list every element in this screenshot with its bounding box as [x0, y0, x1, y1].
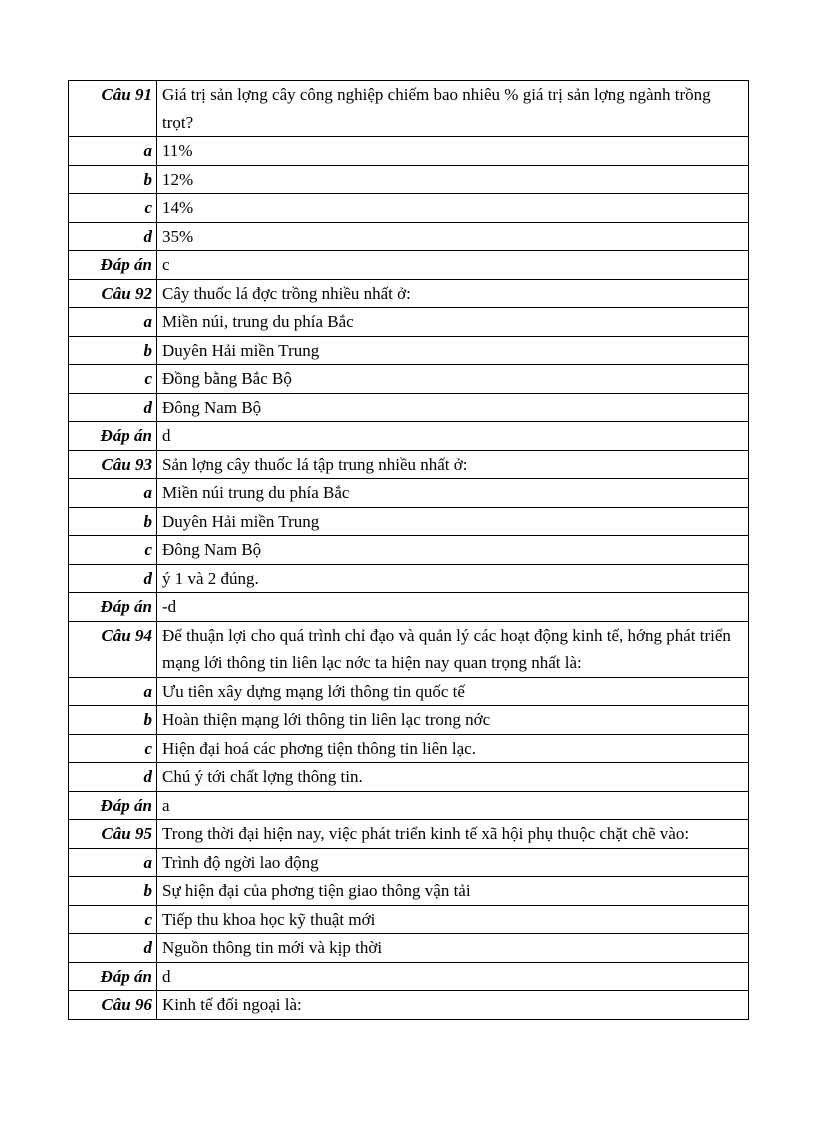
option-text: Hiện đại hoá các phơng tiện thông tin liên lạc. — [157, 734, 749, 763]
question-row — [69, 820, 749, 849]
answer-value: c — [157, 251, 749, 280]
option-label: c — [69, 734, 157, 763]
question-text: Giá trị sản lợng cây công nghiệp chiếm bao nhiêu % giá trị sản lợng ngành trồng trọt? — [157, 81, 749, 137]
option-label: c — [69, 365, 157, 394]
answer-row — [69, 422, 749, 451]
option-text: ý 1 và 2 đúng. — [157, 564, 749, 593]
option-row — [69, 507, 749, 536]
question-number: Câu 95 — [69, 820, 157, 849]
option-row — [69, 734, 749, 763]
option-label: a — [69, 308, 157, 337]
option-text: Ưu tiên xây dựng mạng lới thông tin quốc tế — [157, 677, 749, 706]
option-row — [69, 564, 749, 593]
option-text: Sự hiện đại của phơng tiện giao thông vận tải — [157, 877, 749, 906]
option-label: a — [69, 677, 157, 706]
answer-value: d — [157, 422, 749, 451]
option-label: a — [69, 848, 157, 877]
option-label: d — [69, 393, 157, 422]
option-label: b — [69, 877, 157, 906]
option-text: Miền núi, trung du phía Bắc — [157, 308, 749, 337]
option-row — [69, 848, 749, 877]
question-number: Câu 96 — [69, 991, 157, 1020]
option-label: c — [69, 536, 157, 565]
option-text: Duyên Hải miền Trung — [157, 336, 749, 365]
option-row — [69, 365, 749, 394]
option-label: b — [69, 706, 157, 735]
question-row — [69, 991, 749, 1020]
answer-row — [69, 791, 749, 820]
option-text: Trình độ ngời lao động — [157, 848, 749, 877]
answer-label: Đáp án — [69, 251, 157, 280]
option-row — [69, 165, 749, 194]
question-text: Cây thuốc lá đợc trồng nhiều nhất ở: — [157, 279, 749, 308]
question-text: Để thuận lợi cho quá trình chỉ đạo và quản lý các hoạt động kinh tế, hớng phát triển mạng lới thông tin liên lạc nớc ta hiện nay quan trọng nhất là: — [157, 621, 749, 677]
option-label: c — [69, 905, 157, 934]
question-text: Sản lợng cây thuốc lá tập trung nhiều nhất ở: — [157, 450, 749, 479]
option-text: 12% — [157, 165, 749, 194]
option-label: c — [69, 194, 157, 223]
answer-row — [69, 593, 749, 622]
question-number: Câu 94 — [69, 621, 157, 677]
option-row — [69, 336, 749, 365]
option-row — [69, 706, 749, 735]
question-text: Trong thời đại hiện nay, việc phát triển kinh tế xã hội phụ thuộc chặt chẽ vào: — [157, 820, 749, 849]
answer-row — [69, 251, 749, 280]
answer-label: Đáp án — [69, 962, 157, 991]
answer-row — [69, 962, 749, 991]
option-row — [69, 905, 749, 934]
answer-label: Đáp án — [69, 791, 157, 820]
option-label: b — [69, 165, 157, 194]
option-label: b — [69, 507, 157, 536]
option-row — [69, 536, 749, 565]
option-row — [69, 934, 749, 963]
option-label: d — [69, 564, 157, 593]
answer-value: d — [157, 962, 749, 991]
option-row — [69, 479, 749, 508]
option-text: Tiếp thu khoa học kỹ thuật mới — [157, 905, 749, 934]
option-row — [69, 877, 749, 906]
option-label: d — [69, 222, 157, 251]
question-text: Kinh tế đối ngoại là: — [157, 991, 749, 1020]
question-number: Câu 92 — [69, 279, 157, 308]
option-label: d — [69, 934, 157, 963]
option-text: Đông Nam Bộ — [157, 536, 749, 565]
option-text: Chú ý tới chất lợng thông tin. — [157, 763, 749, 792]
quiz-table — [68, 80, 749, 1020]
question-row — [69, 81, 749, 137]
option-row — [69, 137, 749, 166]
question-row — [69, 279, 749, 308]
question-row — [69, 621, 749, 677]
option-text: Hoàn thiện mạng lới thông tin liên lạc trong nớc — [157, 706, 749, 735]
answer-label: Đáp án — [69, 422, 157, 451]
document-page — [68, 80, 749, 1020]
option-row — [69, 763, 749, 792]
question-number: Câu 93 — [69, 450, 157, 479]
option-label: a — [69, 137, 157, 166]
option-row — [69, 222, 749, 251]
option-row — [69, 194, 749, 223]
option-text: Nguồn thông tin mới và kịp thời — [157, 934, 749, 963]
answer-label: Đáp án — [69, 593, 157, 622]
question-number: Câu 91 — [69, 81, 157, 137]
option-text: Đông Nam Bộ — [157, 393, 749, 422]
option-label: d — [69, 763, 157, 792]
option-label: a — [69, 479, 157, 508]
answer-value: a — [157, 791, 749, 820]
answer-value: -d — [157, 593, 749, 622]
option-text: 14% — [157, 194, 749, 223]
question-row — [69, 450, 749, 479]
option-text: 11% — [157, 137, 749, 166]
option-text: Miền núi trung du phía Bắc — [157, 479, 749, 508]
option-label: b — [69, 336, 157, 365]
option-row — [69, 393, 749, 422]
option-row — [69, 677, 749, 706]
option-text: Đồng bằng Bắc Bộ — [157, 365, 749, 394]
option-row — [69, 308, 749, 337]
option-text: 35% — [157, 222, 749, 251]
option-text: Duyên Hải miền Trung — [157, 507, 749, 536]
